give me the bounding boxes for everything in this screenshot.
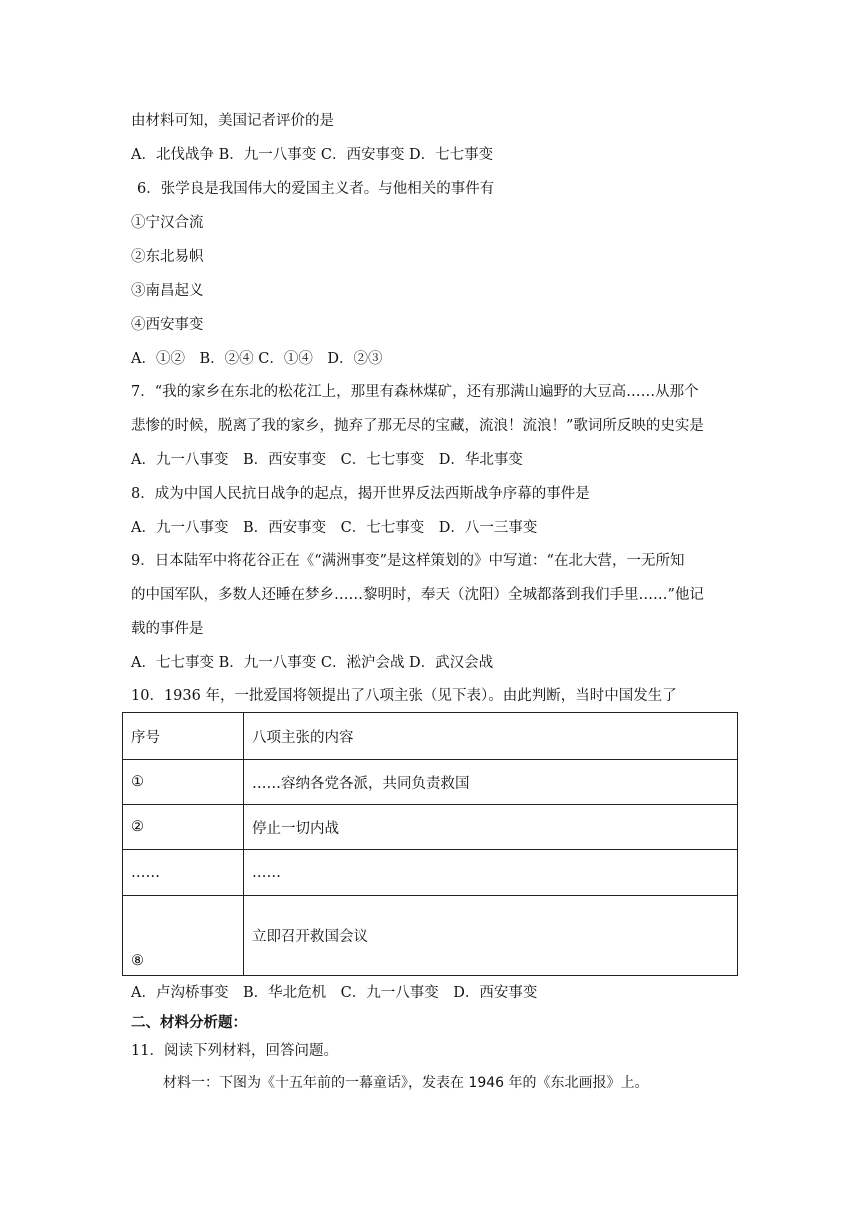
q9-options: A．七七事变 B．九一八事变 C．淞沪会战 D．武汉会战 [131,655,494,671]
table-cell: 停止一切内战 [244,805,738,850]
q7-stem-line1: 7．“我的家乡在东北的松花江上，那里有森林煤矿，还有那满山遍野的大豆高……从那个 [131,384,699,400]
table-row [123,805,738,850]
q9-stem-line3: 载的事件是 [131,621,204,637]
table-row [123,760,738,805]
q6-item-1: ①宁汉合流 [131,215,204,231]
table-cell: ……容纳各党各派，共同负责救国 [244,760,738,805]
q9-stem-line2: 的中国军队，多数人还睡在梦乡……黎明时，奉天（沈阳）全城都落到我们手里……”他记 [131,587,704,603]
q10-stem: 10．1936 年，一批爱国将领提出了八项主张（见下表）。由此判断，当时中国发生了 [131,688,677,704]
table-cell: …… [244,850,738,896]
q10-options: A．卢沟桥事变 B．华北危机 C．九一八事变 D．西安事变 [131,985,538,1001]
q8-options: A．九一八事变 B．西安事变 C．七七事变 D．八一三事变 [131,520,538,536]
q7-stem-line2: 悲惨的时候，脱离了我的家乡，抛弃了那无尽的宝藏，流浪！流浪！”歌词所反映的史实是 [131,418,704,434]
q5-stem: 由材料可知，美国记者评价的是 [131,113,334,129]
table-cell: ② [123,805,244,850]
q6-item-3: ③南昌起义 [131,283,204,299]
table-cell: ① [123,760,244,805]
q9-stem-line1: 9．日本陆军中将花谷正在《“满洲事变”是这样策划的》中写道：“在北大营，一无所知 [131,553,685,569]
q5-options: A．北伐战争 B．九一八事变 C．西安事变 D．七七事变 [131,147,494,163]
table-cell: 立即召开救国会议 [244,896,738,976]
table-header-cell: 八项主张的内容 [244,713,738,760]
q7-options: A．九一八事变 B．西安事变 C．七七事变 D．华北事变 [131,452,523,468]
material-1: 材料一：下图为《十五年前的一幕童话》，发表在 1946 年的《东北画报》上。 [163,1075,649,1091]
table-header-row [123,713,738,760]
q11-stem: 11．阅读下列材料，回答问题。 [131,1043,338,1059]
q6-stem: 6．张学良是我国伟大的爱国主义者。与他相关的事件有 [137,181,495,197]
table-cell: ⑧ [123,896,244,976]
table-header-cell: 序号 [123,713,244,760]
table-row [123,850,738,896]
q6-options: A．①② B．②④ C．①④ D．②③ [131,351,383,367]
q10-table [122,712,738,976]
table-row [123,896,738,976]
q6-item-4: ④西安事变 [131,317,204,333]
q8-stem: 8．成为中国人民抗日战争的起点，揭开世界反法西斯战争序幕的事件是 [131,486,590,502]
q6-item-2: ②东北易帜 [131,249,204,265]
table-cell: …… [123,850,244,896]
section-heading: 二、材料分析题： [131,1014,247,1031]
